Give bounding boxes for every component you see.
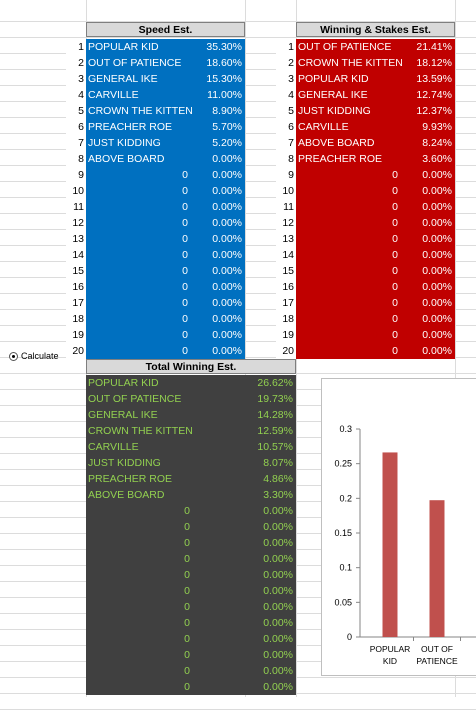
- speed-rank-number: 12: [66, 215, 86, 231]
- total-row: [86, 647, 296, 663]
- speed-row: [66, 231, 245, 247]
- total-percent: 0.00%: [263, 553, 293, 565]
- winning-percent: 3.60%: [422, 153, 452, 165]
- winning-rank-number: 9: [276, 167, 296, 183]
- total-percent: 14.28%: [257, 409, 293, 421]
- total-row: [86, 535, 296, 551]
- bar: [383, 452, 398, 637]
- winning-percent: 21.41%: [416, 41, 452, 53]
- winning-rank-number: 13: [276, 231, 296, 247]
- speed-rank-number: 3: [66, 71, 86, 87]
- winning-horse-name: POPULAR KID: [298, 73, 369, 85]
- winning-row: [276, 103, 455, 119]
- winning-row: [276, 199, 455, 215]
- speed-zero-value: 0: [182, 281, 188, 293]
- speed-row-body: [86, 87, 245, 103]
- bar-chart: [321, 378, 476, 676]
- total-zero-value: 0: [184, 537, 190, 549]
- speed-row: [66, 247, 245, 263]
- speed-row-body: [86, 231, 245, 247]
- speed-rank-number: 5: [66, 103, 86, 119]
- speed-zero-value: 0: [182, 201, 188, 213]
- winning-row-body: [296, 231, 455, 247]
- winning-row-body: [296, 167, 455, 183]
- winning-row: [276, 295, 455, 311]
- winning-horse-name: PREACHER ROE: [298, 153, 383, 165]
- speed-row: [66, 279, 245, 295]
- winning-percent: 12.74%: [416, 89, 452, 101]
- winning-row-body: [296, 55, 455, 71]
- winning-horse-name: CROWN THE KITTEN: [298, 57, 403, 69]
- total-row: [86, 519, 296, 535]
- total-zero-value: 0: [184, 585, 190, 597]
- speed-row-body: [86, 167, 245, 183]
- total-horse-name: CARVILLE: [88, 441, 139, 453]
- speed-horse-name: GENERAL IKE: [88, 73, 158, 85]
- speed-percent: 15.30%: [206, 73, 242, 85]
- speed-row-body: [86, 247, 245, 263]
- total-percent: 0.00%: [263, 617, 293, 629]
- speed-percent: 11.00%: [207, 89, 242, 101]
- winning-percent: 0.00%: [422, 329, 452, 341]
- y-tick-label: 0.2: [339, 493, 352, 504]
- winning-rank-number: 8: [276, 151, 296, 167]
- winning-row-body: [296, 39, 455, 55]
- total-percent: 0.00%: [263, 521, 293, 533]
- total-row: [86, 423, 296, 439]
- speed-zero-value: 0: [182, 217, 188, 229]
- winning-row: [276, 183, 455, 199]
- total-percent: 0.00%: [263, 633, 293, 645]
- speed-zero-value: 0: [182, 345, 188, 357]
- speed-row-body: [86, 215, 245, 231]
- total-horse-name: POPULAR KID: [88, 377, 159, 389]
- winning-zero-value: 0: [392, 249, 398, 261]
- winning-horse-name: OUT OF PATIENCE: [298, 41, 392, 53]
- winning-horse-name: ABOVE BOARD: [298, 137, 375, 149]
- total-row: [86, 583, 296, 599]
- speed-percent: 0.00%: [212, 185, 242, 197]
- y-tick-label: 0.05: [334, 597, 352, 608]
- winning-rank-number: 16: [276, 279, 296, 295]
- winning-rank-number: 3: [276, 71, 296, 87]
- total-row: [86, 487, 296, 503]
- speed-rank-number: 2: [66, 55, 86, 71]
- total-percent: 8.07%: [263, 457, 293, 469]
- total-zero-value: 0: [184, 665, 190, 677]
- total-horse-name: PREACHER ROE: [88, 473, 173, 485]
- speed-percent: 5.70%: [212, 121, 242, 133]
- speed-row: [66, 215, 245, 231]
- speed-row: [66, 135, 245, 151]
- winning-zero-value: 0: [392, 265, 398, 277]
- x-category-label: POPULAR KID: [369, 644, 411, 666]
- winning-percent: 0.00%: [422, 313, 452, 325]
- speed-row-body: [86, 103, 245, 119]
- speed-percent: 0.00%: [212, 153, 242, 165]
- total-percent: 4.86%: [263, 473, 293, 485]
- winning-rank-number: 12: [276, 215, 296, 231]
- speed-rank-number: 7: [66, 135, 86, 151]
- speed-rank-number: 16: [66, 279, 86, 295]
- speed-rank-number: 15: [66, 263, 86, 279]
- winning-horse-name: JUST KIDDING: [298, 105, 371, 117]
- speed-horse-name: ABOVE BOARD: [88, 153, 165, 165]
- speed-rank-number: 9: [66, 167, 86, 183]
- speed-zero-value: 0: [182, 329, 188, 341]
- winning-row-body: [296, 247, 455, 263]
- winning-percent: 0.00%: [422, 281, 452, 293]
- winning-rank-number: 19: [276, 327, 296, 343]
- total-percent: 0.00%: [263, 505, 293, 517]
- winning-percent: 12.37%: [416, 105, 452, 117]
- winning-rank-number: 7: [276, 135, 296, 151]
- speed-row: [66, 327, 245, 343]
- speed-row: [66, 343, 245, 359]
- winning-row-body: [296, 215, 455, 231]
- winning-row: [276, 247, 455, 263]
- speed-percent: 0.00%: [212, 329, 242, 341]
- y-tick-label: 0.25: [334, 458, 352, 469]
- winning-row-body: [296, 119, 455, 135]
- total-percent: 10.57%: [257, 441, 293, 453]
- speed-row-body: [86, 151, 245, 167]
- winning-row-body: [296, 263, 455, 279]
- winning-row-body: [296, 183, 455, 199]
- winning-row: [276, 71, 455, 87]
- speed-percent: 0.00%: [212, 265, 242, 277]
- winning-rank-number: 20: [276, 343, 296, 359]
- winning-row-body: [296, 151, 455, 167]
- winning-percent: 0.00%: [422, 297, 452, 309]
- winning-rank-number: 17: [276, 295, 296, 311]
- total-percent: 0.00%: [263, 601, 293, 613]
- speed-row-body: [86, 295, 245, 311]
- total-zero-value: 0: [184, 569, 190, 581]
- winning-zero-value: 0: [392, 329, 398, 341]
- speed-row-body: [86, 71, 245, 87]
- total-horse-name: OUT OF PATIENCE: [88, 393, 182, 405]
- speed-row-body: [86, 119, 245, 135]
- winning-rank-number: 4: [276, 87, 296, 103]
- total-percent: 0.00%: [263, 569, 293, 581]
- speed-rank-number: 19: [66, 327, 86, 343]
- winning-row: [276, 343, 455, 359]
- speed-zero-value: 0: [182, 313, 188, 325]
- speed-horse-name: PREACHER ROE: [88, 121, 173, 133]
- total-zero-value: 0: [184, 681, 190, 693]
- total-row: [86, 615, 296, 631]
- total-row: [86, 567, 296, 583]
- winning-rank-number: 18: [276, 311, 296, 327]
- winning-zero-value: 0: [392, 169, 398, 181]
- winning-percent: 0.00%: [422, 185, 452, 197]
- winning-horse-name: GENERAL IKE: [298, 89, 368, 101]
- bar: [430, 500, 445, 637]
- winning-row-body: [296, 135, 455, 151]
- speed-row: [66, 119, 245, 135]
- speed-row: [66, 167, 245, 183]
- y-tick-label: 0.15: [334, 528, 352, 538]
- total-percent: 26.62%: [257, 377, 293, 389]
- speed-percent: 0.00%: [212, 201, 242, 213]
- winning-row-body: [296, 327, 455, 343]
- speed-row-body: [86, 343, 245, 359]
- winning-rank-number: 11: [276, 199, 296, 215]
- total-percent: 0.00%: [263, 537, 293, 549]
- winning-percent: 0.00%: [422, 169, 452, 181]
- winning-rank-number: 5: [276, 103, 296, 119]
- total-row: [86, 471, 296, 487]
- speed-horse-name: JUST KIDDING: [88, 137, 161, 149]
- winning-percent: 0.00%: [422, 265, 452, 277]
- total-percent: 0.00%: [263, 681, 293, 693]
- speed-row-body: [86, 327, 245, 343]
- speed-percent: 8.90%: [212, 105, 242, 117]
- winning-row: [276, 263, 455, 279]
- speed-percent: 0.00%: [212, 233, 242, 245]
- speed-row: [66, 87, 245, 103]
- total-percent: 19.73%: [257, 393, 293, 405]
- speed-rank-number: 10: [66, 183, 86, 199]
- total-percent: 0.00%: [263, 585, 293, 597]
- winning-percent: 13.59%: [416, 73, 452, 85]
- winning-percent: 0.00%: [422, 345, 452, 357]
- speed-zero-value: 0: [182, 169, 188, 181]
- winning-rank-number: 14: [276, 247, 296, 263]
- winning-zero-value: 0: [392, 297, 398, 309]
- total-percent: 0.00%: [263, 649, 293, 661]
- total-horse-name: CROWN THE KITTEN: [88, 425, 193, 437]
- speed-zero-value: 0: [182, 297, 188, 309]
- y-tick-label: 0: [346, 632, 352, 642]
- total-horse-name: GENERAL IKE: [88, 409, 158, 421]
- total-row: [86, 663, 296, 679]
- winning-row-body: [296, 71, 455, 87]
- calculate-label: Calculate: [21, 351, 59, 361]
- winning-row: [276, 55, 455, 71]
- winning-row: [276, 135, 455, 151]
- winning-row: [276, 215, 455, 231]
- winning-row: [276, 311, 455, 327]
- total-zero-value: 0: [184, 649, 190, 661]
- speed-row: [66, 71, 245, 87]
- speed-row-body: [86, 263, 245, 279]
- speed-row-body: [86, 279, 245, 295]
- speed-percent: 0.00%: [212, 313, 242, 325]
- speed-rank-number: 8: [66, 151, 86, 167]
- winning-percent: 8.24%: [422, 137, 452, 149]
- radio-selected-icon[interactable]: [9, 352, 18, 361]
- winning-rank-number: 15: [276, 263, 296, 279]
- winning-table-title: Winning & Stakes Est.: [296, 22, 455, 37]
- total-percent: 12.59%: [257, 425, 293, 437]
- speed-row: [66, 183, 245, 199]
- speed-row: [66, 263, 245, 279]
- total-horse-name: JUST KIDDING: [88, 457, 161, 469]
- total-row: [86, 407, 296, 423]
- speed-row: [66, 295, 245, 311]
- winning-percent: 0.00%: [422, 217, 452, 229]
- total-zero-value: 0: [184, 633, 190, 645]
- speed-rank-number: 4: [66, 87, 86, 103]
- speed-row-body: [86, 199, 245, 215]
- calculate-radio[interactable]: [9, 349, 59, 363]
- speed-row-body: [86, 55, 245, 71]
- winning-row: [276, 151, 455, 167]
- winning-zero-value: 0: [392, 313, 398, 325]
- winning-row: [276, 327, 455, 343]
- total-zero-value: 0: [184, 505, 190, 517]
- speed-rank-number: 6: [66, 119, 86, 135]
- winning-horse-name: CARVILLE: [298, 121, 349, 133]
- winning-row-body: [296, 199, 455, 215]
- speed-row-body: [86, 39, 245, 55]
- winning-row-body: [296, 103, 455, 119]
- speed-percent: 0.00%: [212, 169, 242, 181]
- total-percent: 3.30%: [263, 489, 293, 501]
- speed-percent: 0.00%: [212, 345, 242, 357]
- total-row: [86, 631, 296, 647]
- total-zero-value: 0: [184, 553, 190, 565]
- speed-row: [66, 151, 245, 167]
- speed-zero-value: 0: [182, 265, 188, 277]
- winning-rank-number: 1: [276, 39, 296, 55]
- total-zero-value: 0: [184, 601, 190, 613]
- total-percent: 0.00%: [263, 665, 293, 677]
- speed-zero-value: 0: [182, 249, 188, 261]
- winning-percent: 9.93%: [422, 121, 452, 133]
- speed-horse-name: POPULAR KID: [88, 41, 159, 53]
- winning-row: [276, 39, 455, 55]
- total-horse-name: ABOVE BOARD: [88, 489, 165, 501]
- winning-zero-value: 0: [392, 345, 398, 357]
- winning-row: [276, 87, 455, 103]
- total-row: [86, 391, 296, 407]
- speed-horse-name: CARVILLE: [88, 89, 139, 101]
- speed-percent: 18.60%: [206, 57, 242, 69]
- speed-row: [66, 39, 245, 55]
- total-row: [86, 375, 296, 391]
- winning-row: [276, 231, 455, 247]
- speed-percent: 0.00%: [212, 281, 242, 293]
- total-zero-value: 0: [184, 617, 190, 629]
- speed-rank-number: 18: [66, 311, 86, 327]
- speed-table-title: Speed Est.: [86, 22, 245, 37]
- winning-row-body: [296, 311, 455, 327]
- speed-row: [66, 55, 245, 71]
- x-category-label: OUT OF PATIENCE: [416, 644, 458, 666]
- total-zero-value: 0: [184, 521, 190, 533]
- speed-percent: 0.00%: [212, 297, 242, 309]
- total-table-title: Total Winning Est.: [86, 359, 296, 374]
- winning-percent: 0.00%: [422, 233, 452, 245]
- speed-zero-value: 0: [182, 185, 188, 197]
- winning-rank-number: 10: [276, 183, 296, 199]
- speed-row: [66, 199, 245, 215]
- total-row: [86, 503, 296, 519]
- winning-row-body: [296, 295, 455, 311]
- winning-percent: 18.12%: [416, 57, 452, 69]
- winning-percent: 0.00%: [422, 201, 452, 213]
- winning-zero-value: 0: [392, 217, 398, 229]
- speed-percent: 35.30%: [206, 41, 242, 53]
- speed-row: [66, 311, 245, 327]
- winning-percent: 0.00%: [422, 249, 452, 261]
- total-row: [86, 599, 296, 615]
- winning-zero-value: 0: [392, 233, 398, 245]
- speed-rank-number: 1: [66, 39, 86, 55]
- speed-percent: 5.20%: [212, 137, 242, 149]
- speed-rank-number: 11: [66, 199, 86, 215]
- winning-zero-value: 0: [392, 201, 398, 213]
- y-tick-label: 0.1: [339, 562, 352, 573]
- winning-row: [276, 119, 455, 135]
- winning-zero-value: 0: [392, 281, 398, 293]
- speed-horse-name: CROWN THE KITTEN: [88, 105, 193, 117]
- speed-rank-number: 20: [66, 343, 86, 359]
- y-tick-label: 0.3: [339, 424, 352, 434]
- total-row: [86, 679, 296, 695]
- winning-rank-number: 2: [276, 55, 296, 71]
- speed-zero-value: 0: [182, 233, 188, 245]
- winning-row: [276, 167, 455, 183]
- winning-rank-number: 6: [276, 119, 296, 135]
- speed-row-body: [86, 135, 245, 151]
- winning-row-body: [296, 279, 455, 295]
- speed-percent: 0.00%: [212, 249, 242, 261]
- winning-zero-value: 0: [392, 185, 398, 197]
- speed-rank-number: 17: [66, 295, 86, 311]
- winning-row-body: [296, 343, 455, 359]
- speed-percent: 0.00%: [212, 217, 242, 229]
- speed-row: [66, 103, 245, 119]
- winning-row-body: [296, 87, 455, 103]
- speed-row-body: [86, 183, 245, 199]
- total-row: [86, 551, 296, 567]
- winning-row: [276, 279, 455, 295]
- speed-rank-number: 14: [66, 247, 86, 263]
- total-row: [86, 455, 296, 471]
- speed-row-body: [86, 311, 245, 327]
- chart-canvas: [322, 379, 476, 677]
- speed-horse-name: OUT OF PATIENCE: [88, 57, 182, 69]
- speed-rank-number: 13: [66, 231, 86, 247]
- total-row: [86, 439, 296, 455]
